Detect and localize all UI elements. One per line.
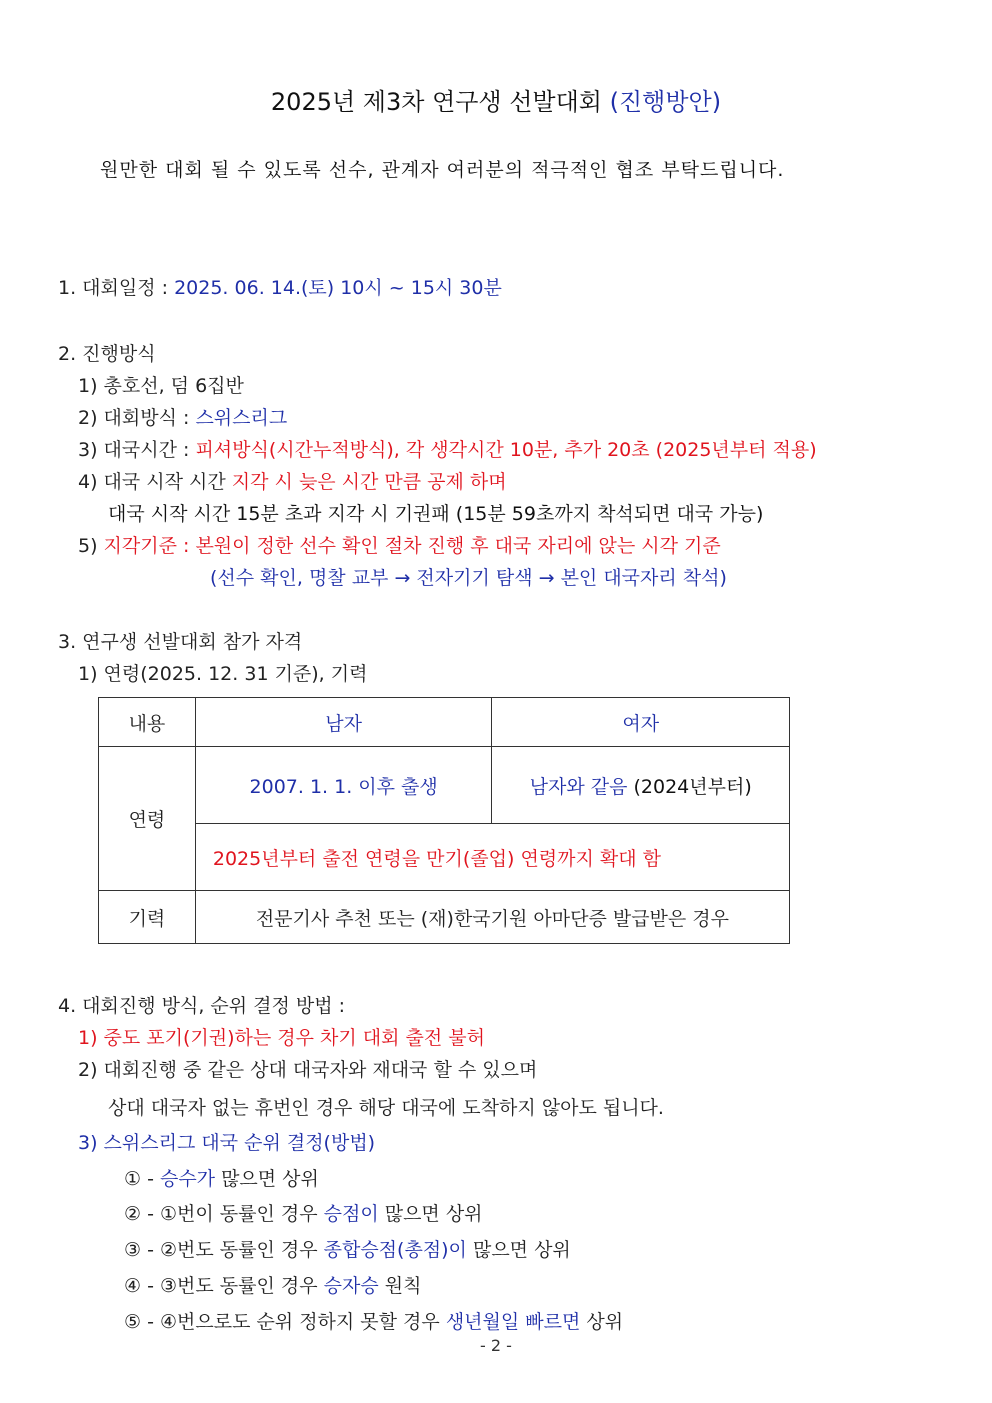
s2-item-3 <box>78 435 817 462</box>
schedule-value: 2025. 06. 14.(토) 10시 ~ 15시 30분 <box>174 277 502 299</box>
header-male: 남자 <box>195 698 492 747</box>
title-suffix: (진행방안) <box>609 88 722 116</box>
s2-item-5-num: 5) <box>78 535 104 557</box>
s3-sub: 1) 연령(2025. 12. 31 기준), 기력 <box>78 663 368 685</box>
rank-rule-3-suffix: 많으면 상위 <box>466 1239 571 1261</box>
row-label-skill: 기력 <box>99 891 196 944</box>
rank-rule-4-suffix: 원칙 <box>378 1275 422 1297</box>
s4-item-2: 2) 대회진행 중 같은 상대 대국자와 재대국 할 수 있으며 <box>78 1059 538 1081</box>
rank-rule-4-prefix: ④ - ③번도 동률인 경우 <box>124 1275 324 1297</box>
age-expansion-note: 2025년부터 출전 연령을 만기(졸업) 연령까지 확대 함 <box>195 824 789 891</box>
rank-rule-5-key: 생년월일 빠르면 <box>445 1311 581 1333</box>
s2-item-2-value: 스위스리그 <box>195 407 288 429</box>
age-male: 2007. 1. 1. 이후 출생 <box>195 747 492 824</box>
rank-rule-5-suffix: 상위 <box>580 1311 624 1333</box>
s2-item-4-label: 4) 대국 시작 시간 <box>78 471 232 493</box>
page-title <box>0 82 992 117</box>
rank-rule-2-key: 승점이 <box>323 1203 379 1225</box>
schedule-label: 1. 대회일정 : <box>58 277 175 299</box>
s2-item-3-label: 3) 대국시간 : <box>78 439 196 461</box>
table-row <box>99 891 790 944</box>
page-number: - 2 - <box>480 1336 512 1355</box>
section-3-heading: 3. 연구생 선발대회 참가 자격 <box>58 631 303 653</box>
s2-item-5-value: 지각기준 : 본원이 정한 선수 확인 절차 진행 후 대국 자리에 앉는 시각 기준 <box>103 535 721 557</box>
age-female-main: 남자와 같음 <box>529 775 628 798</box>
s2-item-1: 1) 총호선, 덤 6집반 <box>78 375 244 397</box>
header-female: 여자 <box>492 698 790 747</box>
rank-rule-2 <box>124 1199 483 1226</box>
section-4-heading: 4. 대회진행 방식, 순위 결정 방법 : <box>58 995 346 1017</box>
rank-rule-5 <box>124 1307 623 1334</box>
rank-rule-1 <box>124 1164 319 1191</box>
rank-rule-3-key: 종합승점(총점)이 <box>323 1239 467 1261</box>
section-2-heading: 2. 진행방식 <box>58 343 156 365</box>
s2-item-3-value: 피셔방식(시간누적방식), 각 생각시간 10분, 추가 20초 (2025년부터 적용) <box>195 439 817 461</box>
s2-item-2-label: 2) 대회방식 : <box>78 407 196 429</box>
header-content: 내용 <box>99 698 196 747</box>
rank-rule-2-prefix: ② - ①번이 동률인 경우 <box>124 1203 324 1225</box>
s2-item-5-line2: (선수 확인, 명찰 교부 → 전자기기 탐색 → 본인 대국자리 착석) <box>210 567 727 589</box>
s2-item-4-line2: 대국 시작 시간 15분 초과 지각 시 기권패 (15분 59초까지 착석되면 대국 가능) <box>108 503 764 525</box>
skill-value: 전문기사 추천 또는 (재)한국기원 아마단증 발급받은 경우 <box>195 891 789 944</box>
rank-rule-4 <box>124 1271 421 1298</box>
section-1 <box>58 273 502 300</box>
s2-item-4 <box>78 467 507 494</box>
rank-rule-1-prefix: ① - <box>124 1168 160 1190</box>
s2-item-4-value: 지각 시 늦은 시간 만큼 공제 하며 <box>231 471 507 493</box>
rank-rule-3-prefix: ③ - ②번도 동률인 경우 <box>124 1239 324 1261</box>
s4-item-2-line2: 상대 대국자 없는 휴번인 경우 해당 대국에 도착하지 않아도 됩니다. <box>108 1097 664 1119</box>
s4-item-1: 1) 중도 포기(기권)하는 경우 차기 대회 출전 불허 <box>78 1027 485 1049</box>
rank-rule-5-prefix: ⑤ - ④번으로도 순위 정하지 못할 경우 <box>124 1311 446 1333</box>
rank-rule-4-key: 승자승 <box>323 1275 379 1297</box>
table-row <box>99 747 790 824</box>
s2-item-2 <box>78 403 287 430</box>
rank-rule-3 <box>124 1235 571 1262</box>
age-female-note: (2024년부터) <box>627 775 752 798</box>
eligibility-table <box>98 697 790 944</box>
rank-rule-2-suffix: 많으면 상위 <box>378 1203 483 1225</box>
rank-rule-1-key: 승수가 <box>159 1168 216 1190</box>
table-header-row <box>99 698 790 747</box>
age-female <box>492 747 790 824</box>
table-row <box>99 824 790 891</box>
s4-item-3: 3) 스위스리그 대국 순위 결정(방법) <box>78 1132 376 1154</box>
rank-rule-1-suffix: 많으면 상위 <box>215 1168 319 1190</box>
intro-text: 원만한 대회 될 수 있도록 선수, 관계자 여러분의 적극적인 협조 부탁드립니다. <box>100 159 785 181</box>
s2-item-5 <box>78 531 721 558</box>
row-label-age: 연령 <box>99 747 196 891</box>
title-main: 2025년 제3차 연구생 선발대회 <box>270 88 610 116</box>
